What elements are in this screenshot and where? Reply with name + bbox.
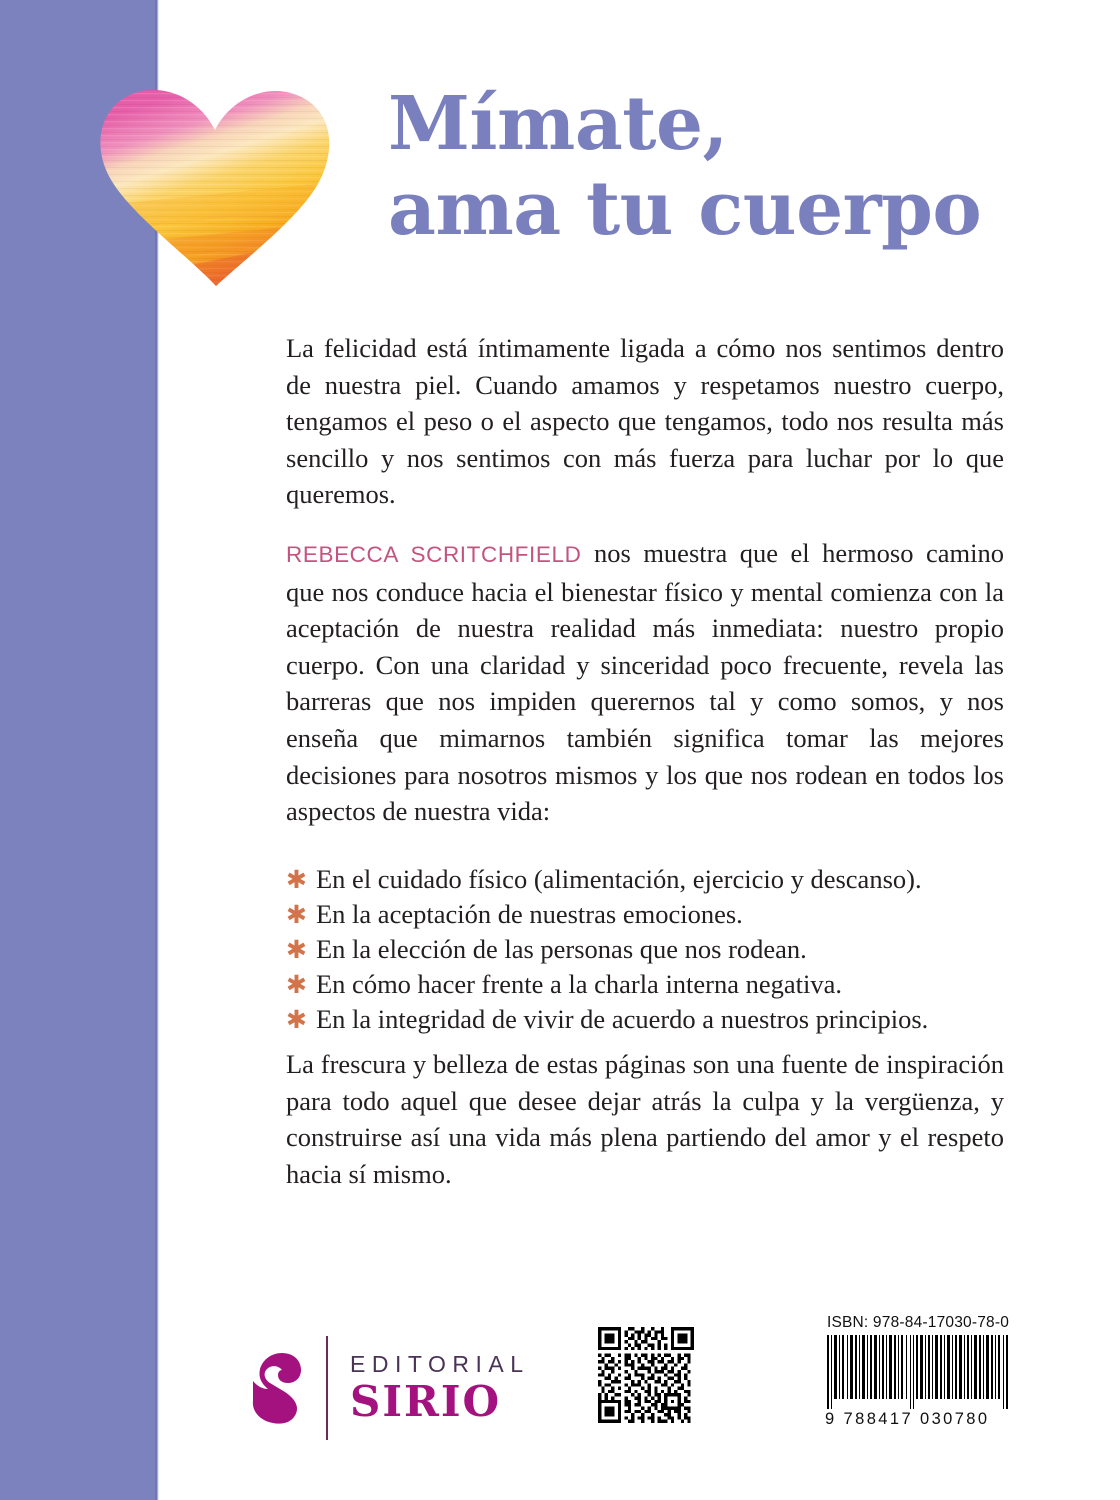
- title-line-2: ama tu cuerpo: [388, 165, 982, 252]
- list-item: [286, 862, 1046, 897]
- asterisk-bullet-icon: ✱: [286, 902, 307, 929]
- list-item: [286, 1002, 1046, 1037]
- list-item: [286, 932, 1046, 967]
- qr-code[interactable]: [598, 1327, 694, 1423]
- asterisk-bullet-icon: ✱: [286, 867, 307, 894]
- closing-paragraph-block: [286, 1046, 1004, 1192]
- page-title: [388, 81, 1088, 252]
- blurb-paragraph-2-rest: nos muestra que el hermoso camino que nos conduce hacia el bienestar físico y mental comienza con la aceptación de nuestra realidad más inmediata: nuestro propio cuerpo. Con una claridad y sinceridad poco frecuente, revela las barreras que nos impiden querernos tal y como somos, y nos enseña que mimarnos también significa tomar las mejores decisiones para nosotros mismos y los que nos rodean en todos los aspectos de nuestra vida:: [286, 537, 1004, 827]
- ean-digits: 9 788417 030780: [825, 1410, 990, 1428]
- author-name: REBECCA SCRITCHFIELD: [286, 541, 582, 567]
- blurb-paragraph-2: [286, 535, 1004, 830]
- list-item-label: En cómo hacer frente a la charla interna negativa.: [316, 969, 843, 999]
- isbn-text: ISBN: 978-84-17030-78-0: [826, 1314, 1010, 1331]
- list-item-label: En la aceptación de nuestras emociones.: [316, 899, 743, 929]
- asterisk-bullet-icon: ✱: [286, 1007, 307, 1034]
- list-item: [286, 897, 1046, 932]
- blurb-paragraph-1: La felicidad está íntimamente ligada a cómo nos sentimos dentro de nuestra piel. Cuando amamos y respetamos nuestro cuerpo, tengamos el peso o el aspecto que tengamos, todo nos resulta más sencillo y nos sentimos con más fuerza para luchar por lo que queremos.: [286, 333, 1004, 510]
- heart-icon: [96, 86, 336, 291]
- blurb-paragraph-3: La frescura y belleza de estas páginas son una fuente de inspiración para todo aquel que desee dejar atrás la culpa y la vergüenza, y construirse así una vida más plena partiendo del amor y el respeto hacia sí mismo.: [286, 1049, 1004, 1189]
- barcode-bars: [823, 1335, 1013, 1409]
- publisher-name-editorial: EDITORIAL: [350, 1351, 530, 1378]
- publisher-name-sirio: SIRIO: [350, 1376, 502, 1426]
- blurb-text: [286, 330, 1004, 830]
- isbn-barcode-block: [823, 1314, 1013, 1429]
- list-item-label: En la elección de las personas que nos rodean.: [316, 934, 807, 964]
- logo-divider: [326, 1336, 328, 1440]
- sirio-s-logomark: [252, 1351, 302, 1425]
- list-item-label: En la integridad de vivir de acuerdo a nuestros principios.: [316, 1004, 929, 1034]
- list-item: [286, 967, 1046, 1002]
- list-item-label: En el cuidado físico (alimentación, ejercicio y descanso).: [316, 864, 922, 894]
- asterisk-bullet-icon: ✱: [286, 972, 307, 999]
- publisher-logo: [252, 1336, 530, 1440]
- asterisk-bullet-icon: ✱: [286, 937, 307, 964]
- title-line-1: Mímate,: [388, 81, 728, 167]
- benefits-list: [286, 862, 1046, 1037]
